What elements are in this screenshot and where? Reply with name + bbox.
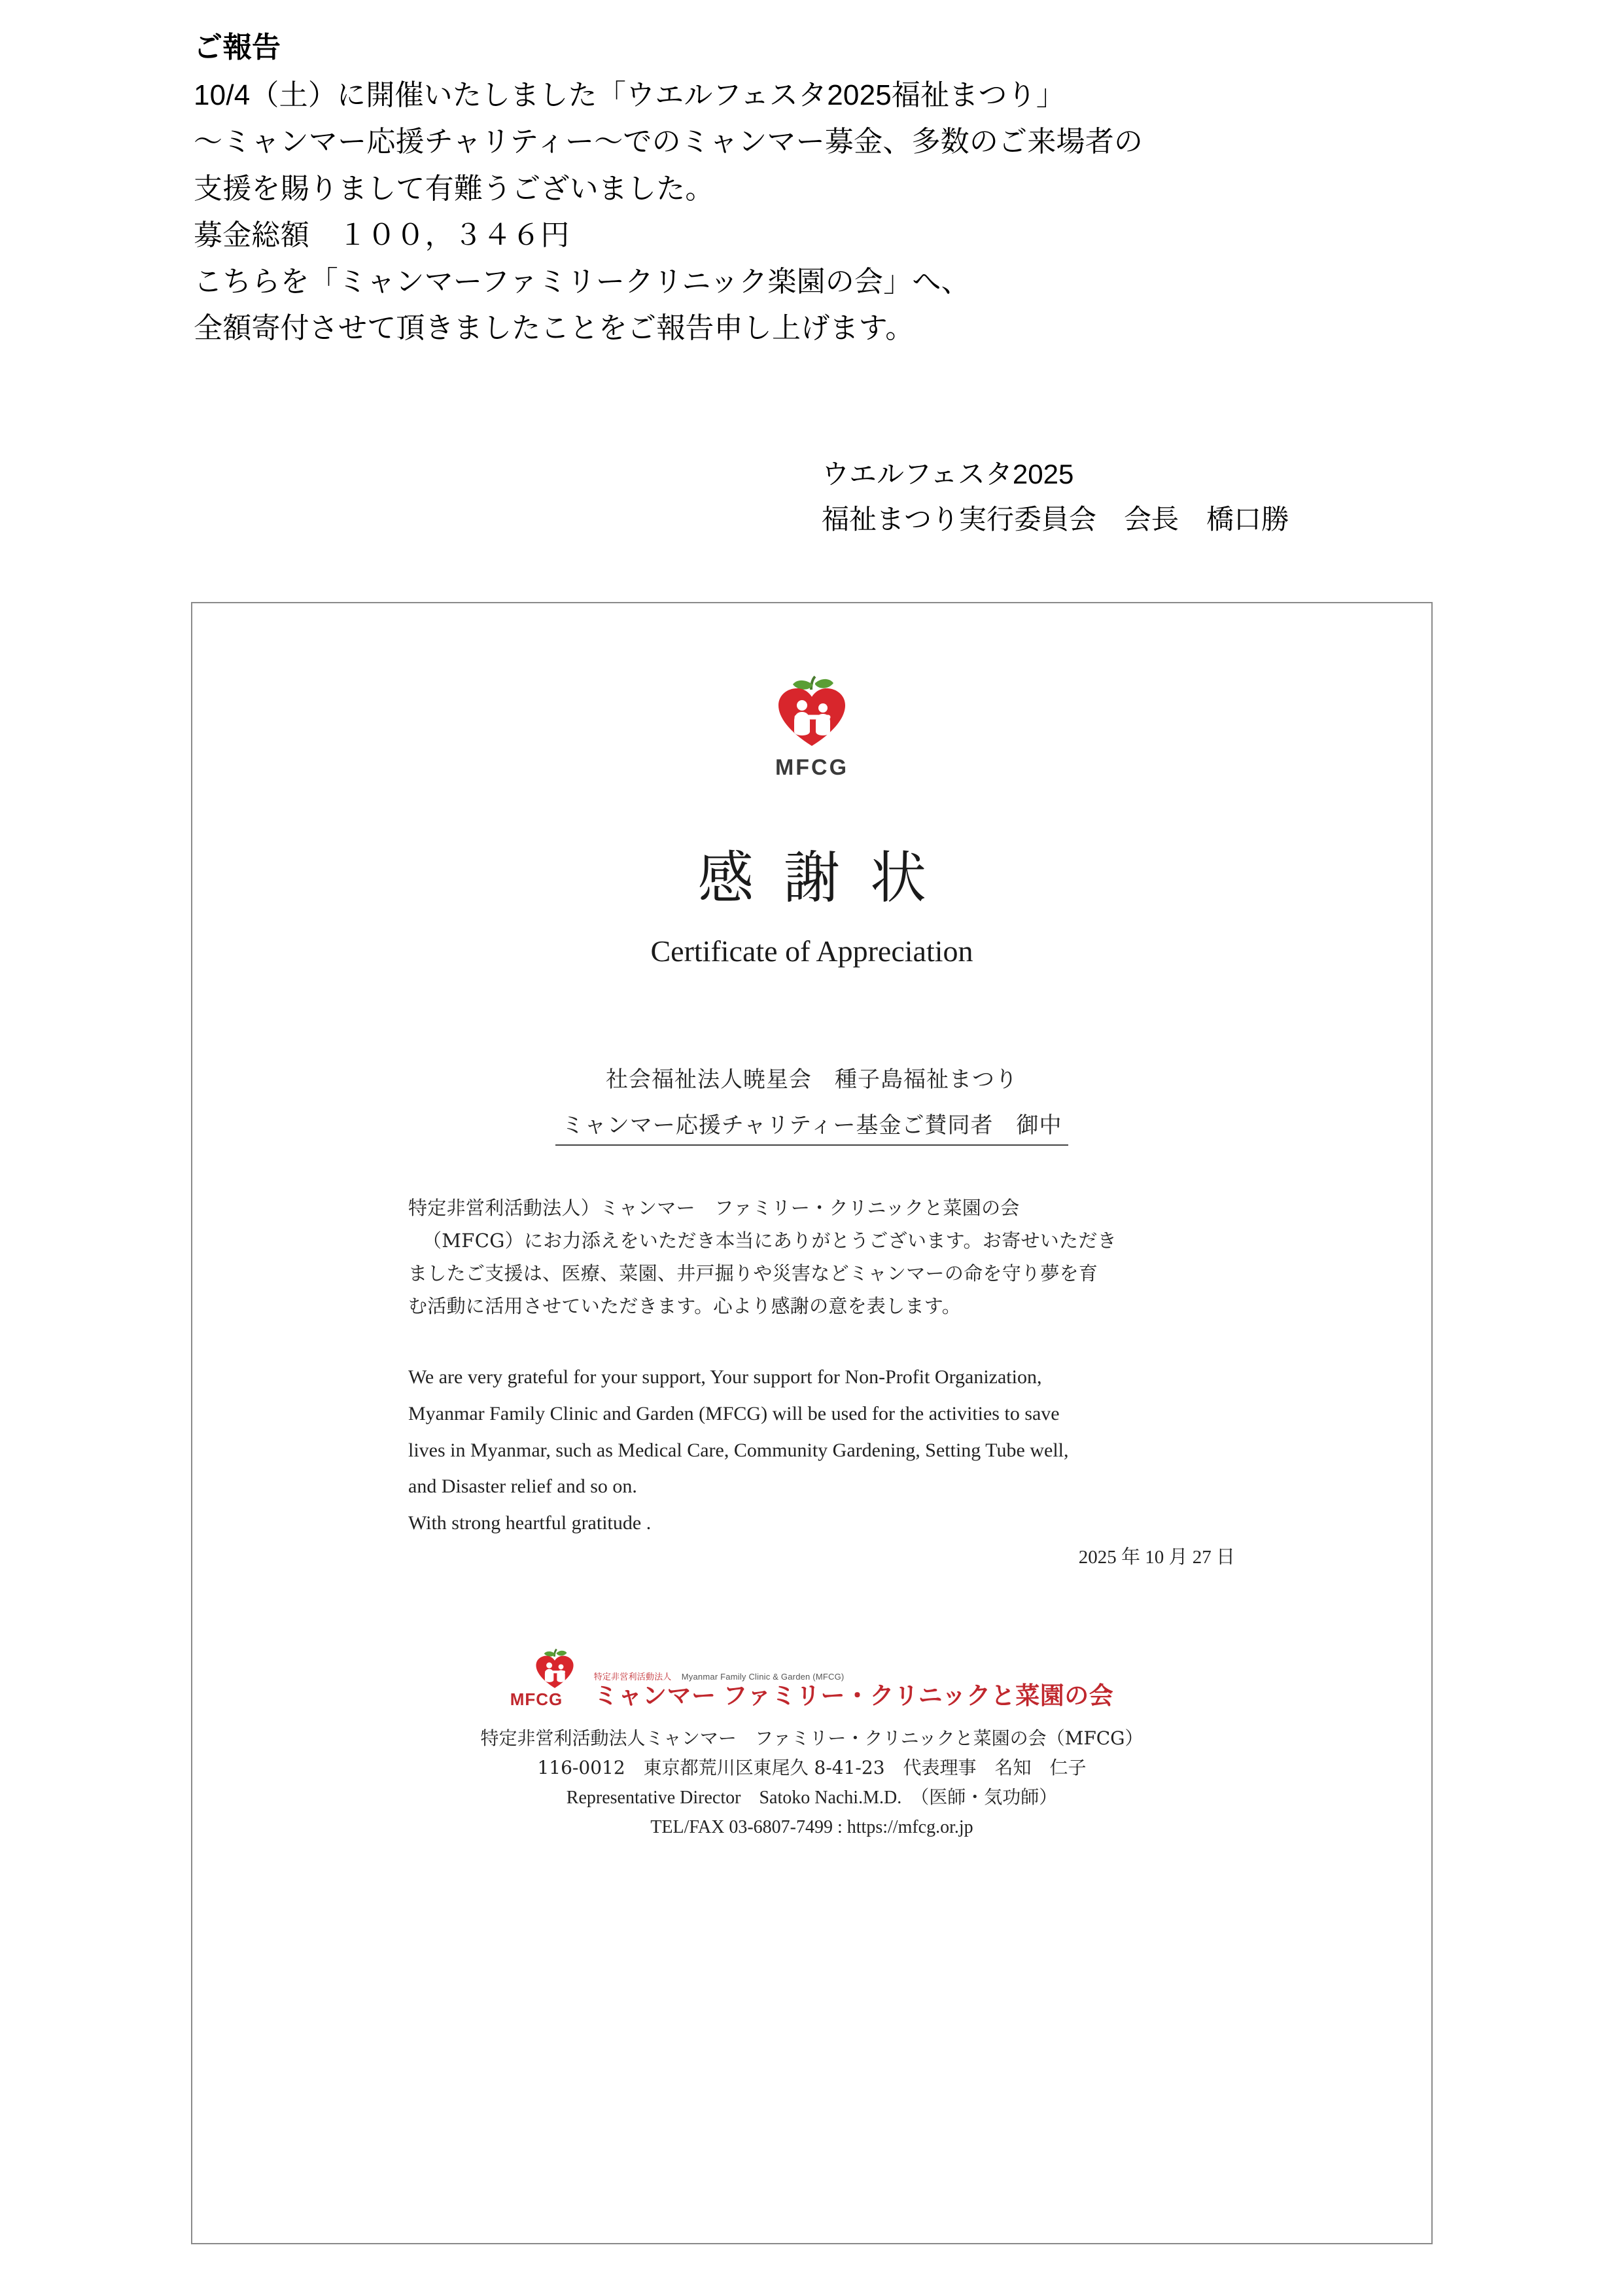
report-line-3: 支援を賜りまして有難うございました。 — [194, 172, 714, 205]
body-en-line-3: lives in Myanmar, such as Medical Care, Community Gardening, Setting Tube well, — [408, 1439, 1069, 1461]
report-line-6: 全額寄付させて頂きましたことをご報告申し上げます。 — [194, 312, 915, 345]
certificate-title-jp: 感謝状 — [697, 845, 956, 911]
mfcg-tagline-en: Myanmar Family Clinic & Garden (MFCG) — [681, 1672, 845, 1682]
recipient-name: ミャンマー応援チャリティー基金ご賛同者 御中 — [555, 1107, 1069, 1146]
certificate-body-english — [408, 1359, 1226, 1542]
report-line-2: ～ミャンマー応援チャリティー～でのミャンマー募金、多数のご来場者の — [194, 126, 1143, 158]
mfcg-logo-text: MFCG — [775, 755, 849, 780]
signature-line-1: ウエルフェスタ2025 — [822, 459, 1074, 489]
body-en-line-2: Myanmar Family Clinic and Garden (MFCG) will be used for the activities to save — [408, 1402, 1060, 1424]
report-line-5: こちらを「ミャンマーファミリークリニック楽園の会」へ、 — [194, 266, 970, 298]
mfcg-apple-heart-icon — [737, 675, 887, 754]
certificate-document — [191, 602, 1433, 2244]
recipient-name-wrapper — [192, 1107, 1431, 1146]
mfcg-org-name: ミャンマー ファミリー・クリニックと菜園の会 — [593, 1682, 1114, 1710]
report-line-4: 募金総額 １００，３４６円 — [194, 219, 570, 251]
footer-line-1: 特定非営利活動法人ミャンマー ファミリー・クリニックと菜園の会（MFCG） — [480, 1727, 1143, 1749]
footer-line-3: Representative Director Satoko Nachi.M.D. （医師・気功師） — [566, 1787, 1058, 1808]
certificate-body-japanese — [408, 1192, 1213, 1323]
mfcg-logo-bottom — [192, 1650, 1431, 1714]
body-jp-line-2: （MFCG）にお力添えをいただき本当にありがとうございます。お寄せいただき — [423, 1229, 1117, 1252]
mfcg-wordmark: MFCG — [510, 1689, 563, 1709]
mfcg-tagline-jp: 特定非営利活動法人 — [593, 1672, 672, 1682]
report-line-1: 10/4（土）に開催いたしました「ウエルフェスタ2025福祉まつり」 — [194, 79, 1066, 111]
body-en-line-1: We are very grateful for your support, Your support for Non-Profit Organization, — [408, 1366, 1042, 1388]
footer-line-4: TEL/FAX 03-6807-7499 : https://mfcg.or.jp — [650, 1817, 973, 1838]
certificate-title-en: Certificate of Appreciation — [650, 934, 973, 968]
recipient-organization: 社会福祉法人暁星会 種子島福祉まつり — [606, 1067, 1018, 1093]
mfcg-apple-heart-icon-small — [510, 1650, 589, 1710]
body-en-line-5: With strong heartful gratitude . — [408, 1512, 652, 1534]
footer-line-2: 116-0012 東京都荒川区東尾久 8-41-23 代表理事 名知 仁子 — [537, 1757, 1087, 1779]
mfcg-logo-top — [737, 675, 887, 781]
body-jp-line-3: ましたご支援は、医療、菜園、井戸掘りや災害などミャンマーの命を守り夢を育 — [408, 1262, 1098, 1284]
certificate-footer — [192, 1723, 1431, 1842]
body-en-line-4: and Disaster relief and so on. — [408, 1475, 637, 1498]
signature-line-2: 福祉まつり実行委員会 会長 橋口勝 — [822, 504, 1289, 535]
certificate-date: 2025 年 10 月 27 日 — [1078, 1547, 1235, 1568]
report-block — [194, 26, 1437, 352]
report-signature — [194, 451, 1437, 542]
body-jp-line-1: 特定非営利活動法人）ミャンマー ファミリー・クリニックと菜園の会 — [408, 1197, 1020, 1219]
report-title: ご報告 — [194, 31, 281, 63]
body-jp-line-4: む活動に活用させていただきます。心より感謝の意を表します。 — [408, 1294, 962, 1317]
mfcg-tagline-small — [594, 1670, 845, 1682]
